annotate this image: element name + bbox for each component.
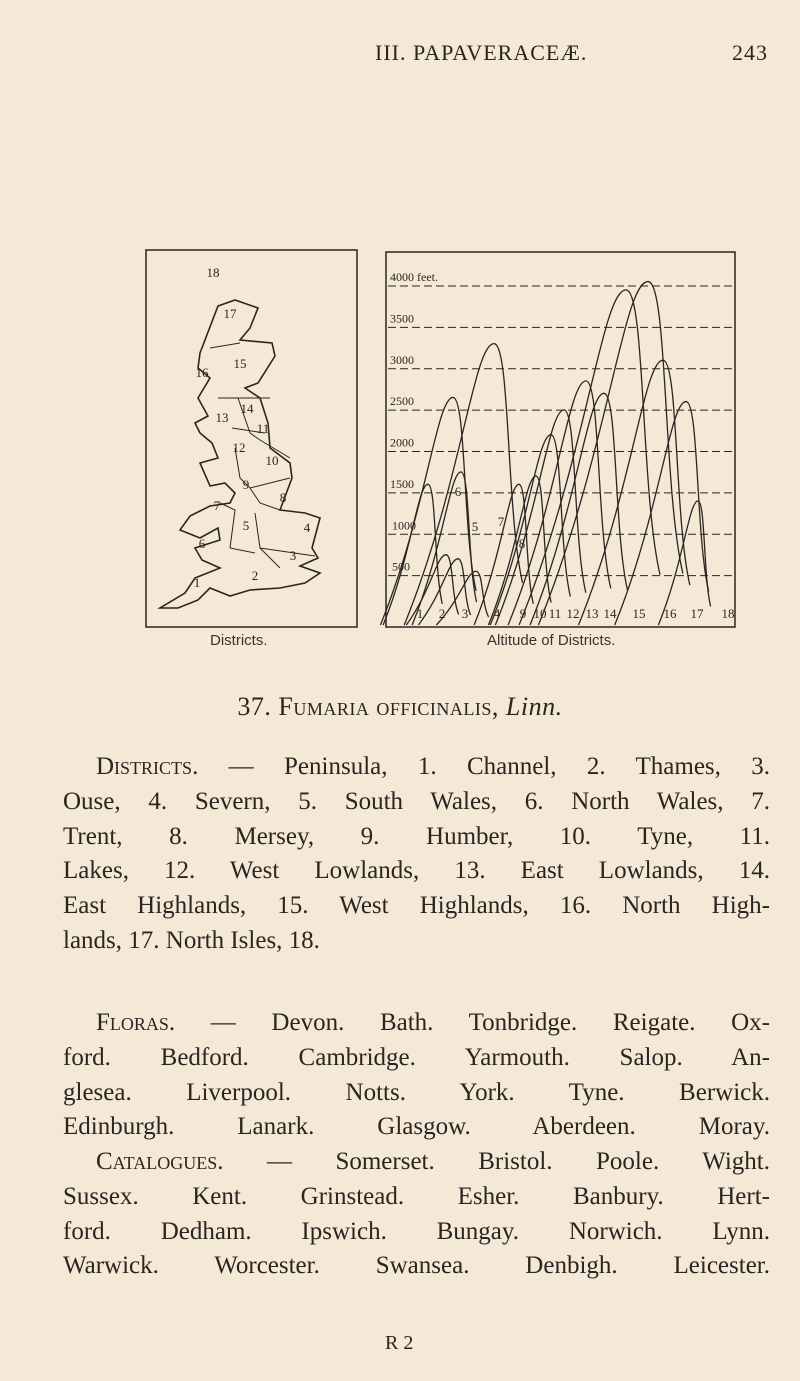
y-tick-label: 2500 (390, 394, 414, 409)
y-tick-label: 1000 (392, 518, 416, 533)
districts-heading: Districts. (96, 753, 199, 780)
district-category-label: 11 (548, 606, 562, 621)
districts-line: Ouse, 4. Severn, 5. South Wales, 6. North Wales, 7. (63, 787, 770, 815)
map-district-label: 15 (233, 356, 247, 371)
floras-line: glesea. Liverpool. Notts. York. Tyne. Berwick. (63, 1078, 770, 1106)
floras-heading: Floras. (96, 1009, 176, 1036)
map-district-label: 14 (240, 401, 254, 416)
map-district-label: 3 (289, 548, 297, 563)
floras-line: Edinburgh. Lanark. Glasgow. Aberdeen. Moray. (63, 1113, 770, 1141)
y-tick-label: 4000 feet. (390, 270, 438, 284)
map-district-label: 9 (242, 477, 250, 492)
district-category-label: 9 (519, 606, 527, 621)
catalogues-line (96, 1147, 770, 1177)
y-tick-label: 2000 (390, 435, 414, 450)
species-title (0, 692, 800, 722)
y-tick-label: 500 (392, 559, 410, 574)
districts-line: lands, 17. North Isles, 18. (63, 927, 320, 954)
map-district-label: 6 (198, 536, 206, 551)
districts-line: Lakes, 12. West Lowlands, 13. East Lowlands, 14. (63, 857, 770, 885)
y-tick-label: 1500 (390, 476, 414, 491)
district-category-label: 18 (721, 606, 735, 621)
map-caption: Districts. (210, 632, 268, 649)
district-category-label: 15 (632, 606, 646, 621)
map-district-label: 4 (303, 520, 311, 535)
catalogues-heading: Catalogues. (96, 1148, 224, 1175)
map-district-label: 1 (193, 575, 201, 590)
catalogues-line: Warwick. Worcester. Swansea. Denbigh. Leicester. (63, 1252, 770, 1280)
district-category-label: 7 (497, 514, 505, 529)
species-number: 37. (237, 692, 272, 721)
catalogues-line: ford. Dedham. Ipswich. Bungay. Norwich. Lynn. (63, 1217, 770, 1245)
district-category-label: 16 (663, 606, 677, 621)
district-category-label: 8 (518, 536, 526, 551)
district-category-label: 2 (438, 606, 446, 621)
altitude-peak (404, 344, 522, 625)
floras-line (96, 1008, 770, 1038)
signature-mark: R 2 (385, 1332, 414, 1354)
altitude-peak (519, 290, 660, 625)
altitude-chart (380, 248, 742, 632)
districts-text: — Peninsula, 1. Channel, 2. Thames, 3. (198, 753, 770, 780)
district-category-label: 6 (454, 484, 462, 499)
districts-line: Trent, 8. Mersey, 9. Humber, 10. Tyne, 11. (63, 822, 770, 850)
district-category-label: 3 (461, 606, 469, 621)
map-district-label: 18 (206, 265, 220, 280)
district-category-label: 5 (471, 519, 479, 534)
floras-line: ford. Bedford. Cambridge. Yarmouth. Salop. An- (63, 1043, 770, 1071)
district-category-label: 17 (690, 606, 704, 621)
district-category-label: 13 (585, 606, 599, 621)
y-tick-label: 3500 (390, 311, 414, 326)
map-district-label: 8 (279, 490, 287, 505)
map-district-label: 10 (265, 453, 279, 468)
map-district-label: 12 (232, 440, 246, 455)
catalogues-text: — Somerset. Bristol. Poole. Wight. (223, 1148, 770, 1175)
species-authority: Linn. (505, 692, 563, 721)
map-district-label: 13 (215, 410, 229, 425)
species-name: Fumaria officinalis, (278, 692, 499, 721)
altitude-peak (615, 402, 709, 625)
district-category-label: 12 (566, 606, 580, 621)
y-tick-label: 3000 (390, 352, 414, 367)
district-category-label: 4 (493, 606, 501, 621)
map-district-label: 17 (223, 306, 237, 321)
page-number: 243 (732, 40, 768, 65)
map-district-label: 5 (242, 518, 250, 533)
map-district-label: 16 (195, 365, 209, 380)
districts-map (140, 248, 362, 632)
districts-line (96, 752, 770, 782)
map-district-label: 11 (256, 421, 270, 436)
running-title: III. PAPAVERACEÆ. (375, 40, 588, 65)
floras-text: — Devon. Bath. Tonbridge. Reigate. Ox- (175, 1009, 770, 1036)
district-category-label: 10 (533, 606, 547, 621)
catalogues-line: Sussex. Kent. Grinstead. Esher. Banbury. Hert- (63, 1182, 770, 1210)
map-district-label: 2 (251, 568, 259, 583)
map-district-label: 7 (213, 498, 221, 513)
chart-caption: Altitude of Districts. (487, 632, 616, 649)
district-category-label: 14 (603, 606, 617, 621)
district-category-label: 1 (416, 606, 424, 621)
districts-line: East Highlands, 15. West Highlands, 16. North High- (63, 892, 770, 920)
